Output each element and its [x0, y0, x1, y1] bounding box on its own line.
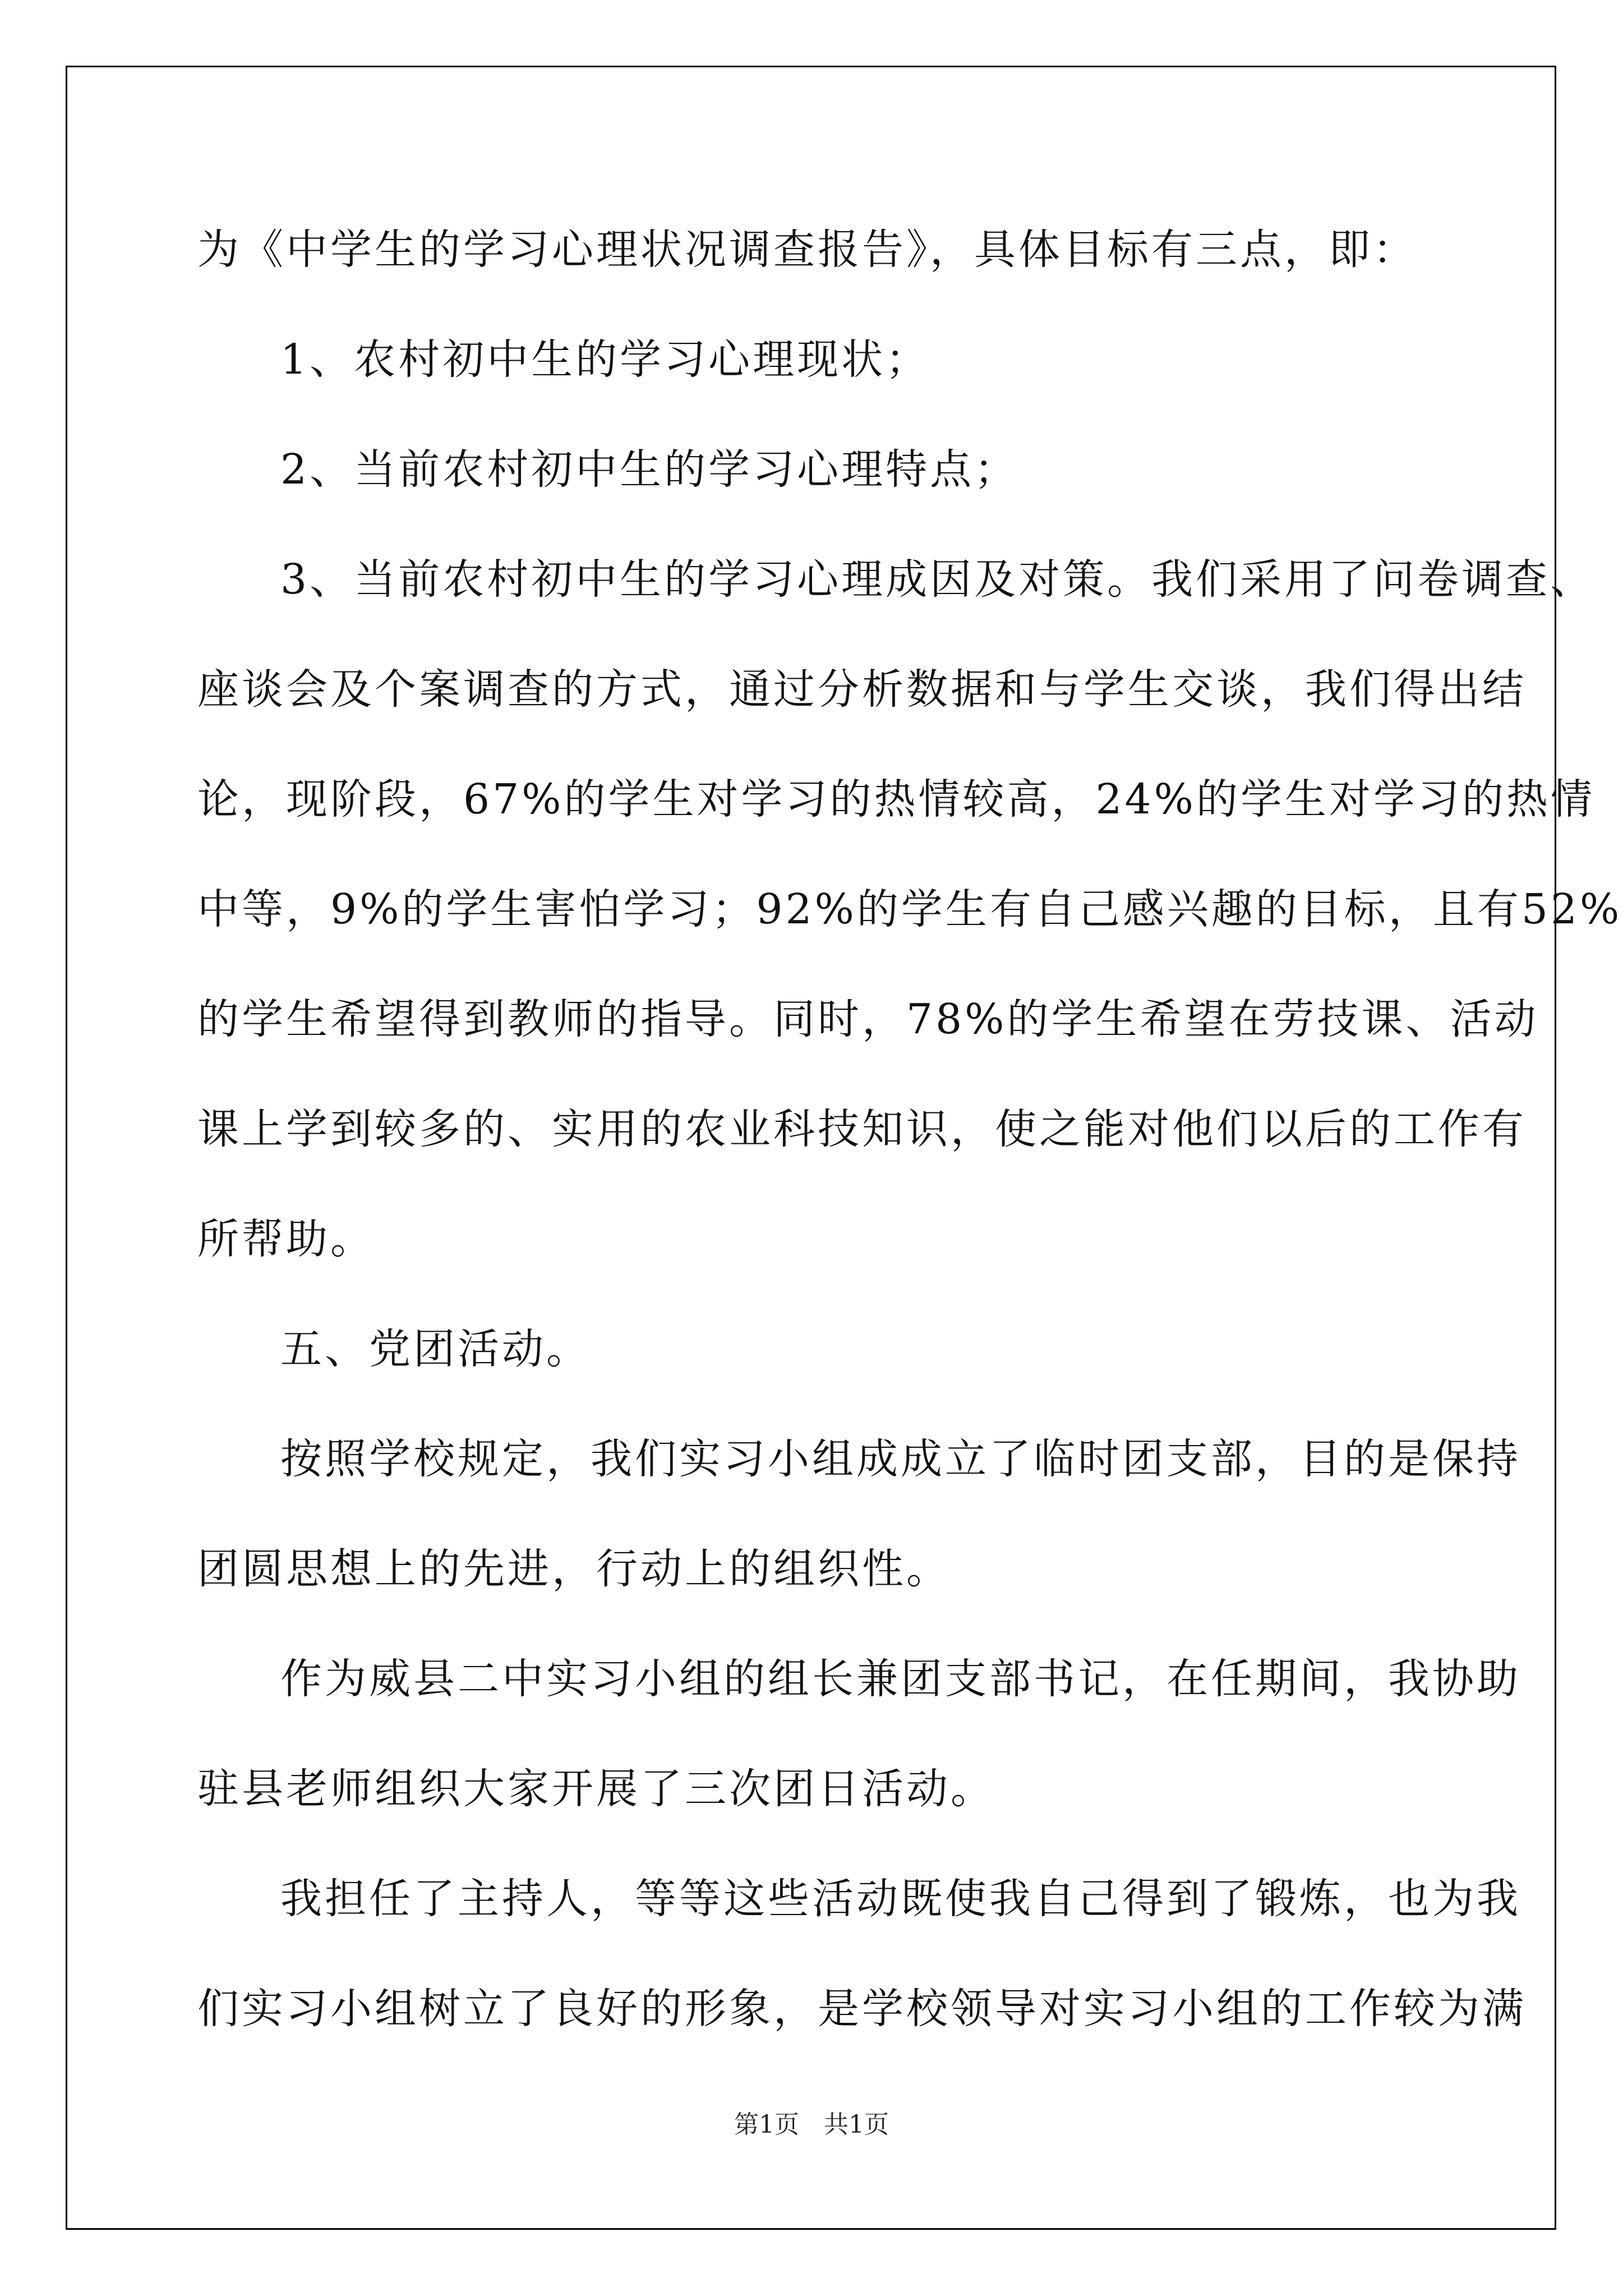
section-heading: 五、党团活动。 [280, 1325, 591, 1373]
text-line: 3、当前农村初中生的学习心理成因及对策。我们采用了问卷调查、 [280, 555, 1595, 604]
text-line: 的学生希望得到教师的指导。同时，78%的学生希望在劳技课、活动 [197, 995, 1539, 1043]
text-line: 中等，9%的学生害怕学习；92%的学生有自己感兴趣的目标，且有52% [197, 885, 1622, 933]
text-line: 课上学到较多的、实用的农业科技知识，使之能对他们以后的工作有 [197, 1105, 1527, 1153]
text-line: 为《中学生的学习心理状况调查报告》，具体目标有三点，即： [197, 226, 1417, 274]
page-number-footer: 第1页 共1页 [734, 2110, 889, 2139]
text-line: 按照学校规定，我们实习小组成成立了临时团支部，目的是保持 [280, 1435, 1521, 1483]
text-line: 们实习小组树立了良好的形象，是学校领导对实习小组的工作较为满 [197, 1985, 1527, 2033]
text-line: 团圆思想上的先进，行动上的组织性。 [197, 1545, 951, 1593]
text-line: 我担任了主持人，等等这些活动既使我自己得到了锻炼，也为我 [280, 1875, 1521, 1923]
text-line: 1、农村初中生的学习心理现状； [280, 335, 930, 384]
text-line: 所帮助。 [197, 1215, 375, 1263]
text-line: 驻县老师组织大家开展了三次团日活动。 [197, 1765, 995, 1813]
text-line: 论，现阶段，67%的学生对学习的热情较高，24%的学生对学习的热情 [197, 775, 1595, 823]
text-line: 座谈会及个案调查的方式，通过分析数据和与学生交谈，我们得出结 [197, 665, 1527, 714]
text-line: 2、当前农村初中生的学习心理特点； [280, 445, 1019, 494]
text-line: 作为威县二中实习小组的组长兼团支部书记，在任期间，我协助 [280, 1655, 1521, 1703]
